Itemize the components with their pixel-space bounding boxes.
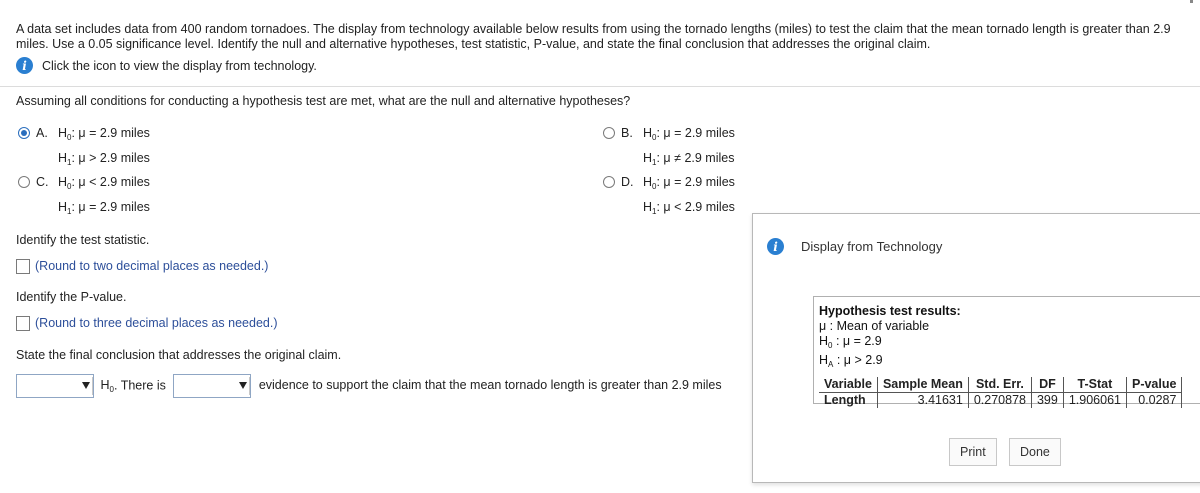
choice-hypotheses	[643, 175, 735, 222]
info-link-line[interactable]	[16, 57, 317, 74]
technology-output	[813, 296, 1200, 407]
alternative-hypothesis: $H_1$: μ = 2.9 miles	[58, 200, 150, 216]
choice-hypotheses	[643, 126, 735, 173]
question-prompt: Assuming all conditions for conducting a hypothesis test are met, what are the null and alternative hypotheses?	[16, 94, 631, 108]
chevron-down-icon	[82, 382, 90, 389]
choice-hypotheses	[58, 175, 150, 222]
table-cell: 399	[1031, 393, 1063, 409]
table-header: DF	[1031, 377, 1063, 393]
dropdown-divider	[92, 377, 93, 395]
print-button[interactable]: Print	[949, 438, 997, 466]
output-mu-line: μ : Mean of variable	[819, 319, 930, 333]
table-header: P-value	[1126, 377, 1181, 393]
output-ha-line: $H_A$ : μ > 2.9	[819, 353, 883, 369]
test-statistic-input[interactable]	[16, 259, 30, 274]
technology-display-panel	[752, 213, 1200, 483]
problem-statement: A data set includes data from 400 random tornadoes. The display from technology available below results from using the tornado lengths (miles) to test the claim that the mean tornado length is greater than 2.9 miles. Use a 0.05 significance level. Identify the null and alternative hypotheses, test statistic, P-value, and state the final conclusion that addresses the original claim.	[16, 22, 1171, 51]
choice-letter: A.	[36, 126, 48, 140]
output-heading: Hypothesis test results:	[819, 304, 961, 318]
conclusion-label: State the final conclusion that addresses the original claim.	[16, 348, 342, 362]
null-hypothesis: $H_0$: μ < 2.9 miles	[58, 175, 150, 191]
p-value-hint: (Round to three decimal places as needed.)	[35, 316, 278, 330]
table-cell: 3.41631	[877, 393, 968, 409]
choice-c[interactable]	[18, 175, 150, 222]
table-cell: 0.0287	[1126, 393, 1181, 409]
choice-letter: D.	[621, 175, 634, 189]
table-header-row	[819, 377, 1182, 393]
panel-title: Display from Technology	[801, 239, 943, 254]
p-value-input[interactable]	[16, 316, 30, 331]
output-h0-line: $H_0$ : μ = 2.9	[819, 334, 882, 350]
alternative-hypothesis: $H_1$: μ < 2.9 miles	[643, 200, 735, 216]
info-icon[interactable]: i	[16, 57, 33, 74]
table-header: Sample Mean	[877, 377, 968, 393]
test-statistic-label: Identify the test statistic.	[16, 233, 150, 247]
table-header: Std. Err.	[968, 377, 1031, 393]
table-cell: 0.270878	[968, 393, 1031, 409]
table-row	[819, 393, 1182, 409]
dropdown-divider	[249, 377, 250, 395]
p-value-row	[16, 316, 278, 331]
null-hypothesis: $H_0$: μ = 2.9 miles	[58, 126, 150, 142]
conclusion-end-text: evidence to support the claim that the mean tornado length is greater than 2.9 miles	[258, 378, 722, 393]
table-header: Variable	[819, 377, 877, 393]
choice-hypotheses	[58, 126, 150, 173]
choice-a[interactable]	[18, 126, 150, 173]
choice-b[interactable]	[603, 126, 735, 173]
done-button[interactable]: Done	[1009, 438, 1061, 466]
conclusion-h0: $H_0$	[100, 378, 114, 395]
conclusion-evidence-dropdown[interactable]	[173, 374, 251, 398]
divider	[0, 86, 1200, 87]
null-hypothesis: $H_0$: μ = 2.9 miles	[643, 175, 735, 191]
test-statistic-hint: (Round to two decimal places as needed.)	[35, 259, 269, 273]
radio-button[interactable]	[603, 176, 615, 188]
conclusion-decision-dropdown[interactable]	[16, 374, 94, 398]
conclusion-middle-text: . There is	[113, 378, 166, 393]
conclusion-row	[16, 374, 722, 398]
choice-letter: B.	[621, 126, 633, 140]
alternative-hypothesis: $H_1$: μ ≠ 2.9 miles	[643, 151, 735, 167]
radio-button[interactable]	[603, 127, 615, 139]
choice-letter: C.	[36, 175, 49, 189]
radio-button[interactable]	[18, 176, 30, 188]
table-cell: 1.906061	[1063, 393, 1126, 409]
info-icon: i	[767, 238, 784, 255]
radio-button[interactable]	[18, 127, 30, 139]
table-cell: Length	[819, 393, 877, 409]
table-header: T-Stat	[1063, 377, 1126, 393]
test-statistic-row	[16, 259, 268, 274]
chevron-down-icon	[239, 382, 247, 389]
p-value-label: Identify the P-value.	[16, 290, 127, 304]
alternative-hypothesis: $H_1$: μ > 2.9 miles	[58, 151, 150, 167]
results-table	[819, 377, 1182, 408]
choice-d[interactable]	[603, 175, 735, 222]
info-link-text: Click the icon to view the display from technology.	[42, 58, 317, 73]
null-hypothesis: $H_0$: μ = 2.9 miles	[643, 126, 735, 142]
top-edge-mark	[1190, 0, 1193, 3]
